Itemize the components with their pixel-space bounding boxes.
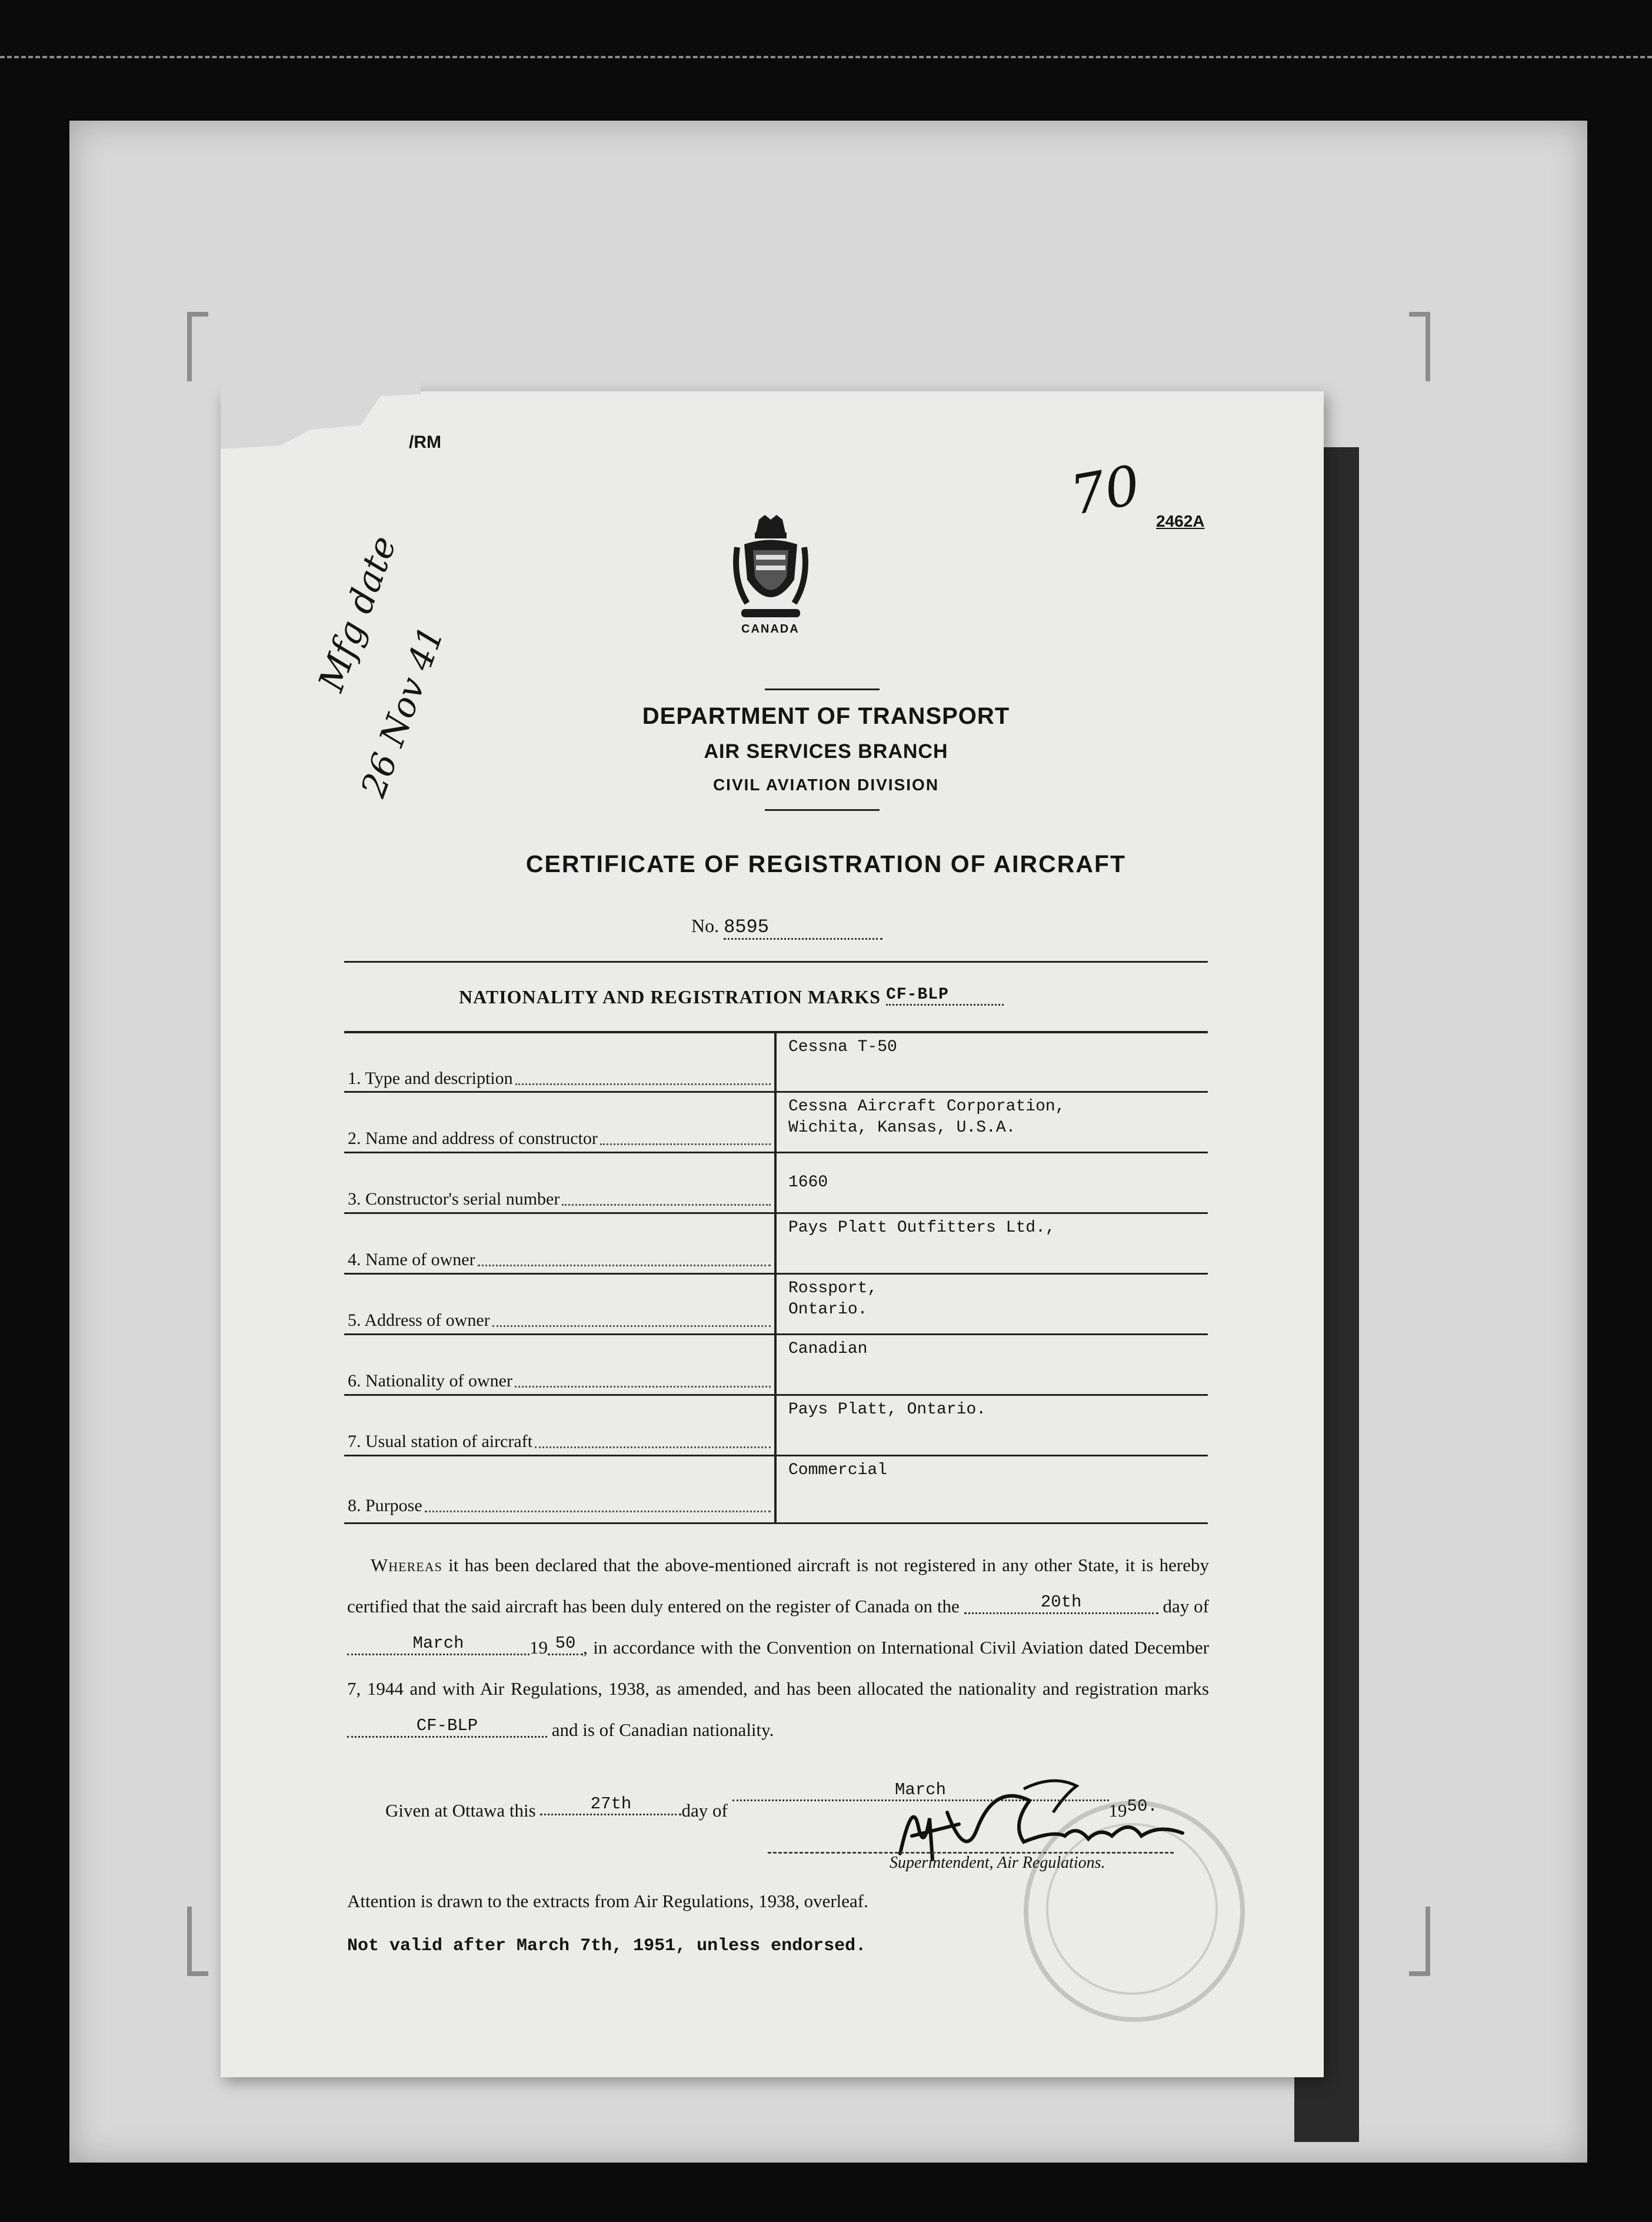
form-code: /RM <box>409 433 441 452</box>
field-value: 1660 <box>775 1153 1208 1213</box>
registration-year-prefix: 19 <box>529 1637 548 1658</box>
attention-note: Attention is drawn to the extracts from Air Regulations, 1938, overleaf. <box>347 1891 868 1911</box>
scan-border <box>0 56 1652 62</box>
field-value: Pays Platt Outfitters Ltd., <box>775 1213 1208 1274</box>
field-label: 6. Nationality of owner <box>348 1371 512 1391</box>
declaration-paragraph <box>347 1545 1209 1751</box>
table-row <box>344 1092 1208 1153</box>
crop-mark-top-right <box>1409 312 1430 381</box>
crop-mark-top-left <box>187 312 208 381</box>
registration-month: March <box>347 1634 529 1655</box>
field-label: 4. Name of owner <box>348 1250 475 1269</box>
division-title: CIVIL AVIATION DIVISION <box>712 776 940 794</box>
certificate-number-label: No. <box>691 915 720 936</box>
given-year: 50. <box>1127 1797 1158 1816</box>
header-rule-bottom <box>765 809 880 811</box>
nationality-marks-label: NATIONALITY AND REGISTRATION MARKS <box>459 986 881 1007</box>
table-row <box>344 1395 1208 1456</box>
field-label: 7. Usual station of aircraft <box>348 1432 533 1451</box>
table-row <box>344 1335 1208 1395</box>
field-label: 8. Purpose <box>348 1496 422 1515</box>
table-row <box>344 1213 1208 1274</box>
crop-mark-bottom-left <box>187 1907 208 1976</box>
nationality-marks-line <box>459 986 1004 1008</box>
field-label: 2. Name and address of constructor <box>348 1129 598 1148</box>
declaration-text-2: day of <box>1163 1596 1209 1616</box>
given-month: March <box>732 1780 1109 1801</box>
form-number: 2462A <box>1156 512 1205 530</box>
country-label: CANADA <box>741 623 800 636</box>
field-value: Cessna Aircraft Corporation, Wichita, Kansas, U.S.A. <box>775 1092 1208 1153</box>
field-value: Commercial <box>775 1456 1208 1524</box>
certificate-title: CERTIFICATE OF REGISTRATION OF AIRCRAFT <box>525 850 1127 877</box>
department-title: DEPARTMENT OF TRANSPORT <box>642 703 1010 729</box>
given-year-prefix: 19 <box>1108 1800 1127 1821</box>
field-value: Canadian <box>775 1335 1208 1395</box>
given-text-2: day of <box>681 1800 728 1821</box>
field-label: 5. Address of owner <box>348 1310 490 1330</box>
header-rule-top <box>765 688 880 690</box>
marks-rule-top <box>344 961 1208 963</box>
handwritten-note-line2: 26 Nov 41 <box>353 621 452 803</box>
crop-mark-bottom-right <box>1409 1907 1430 1976</box>
table-row <box>344 1456 1208 1524</box>
given-day: 27th <box>540 1794 681 1815</box>
table-row <box>344 1274 1208 1335</box>
table-row <box>344 1153 1208 1213</box>
whereas-word: Whereas <box>371 1555 442 1575</box>
signatory-title: Superintendent, Air Regulations. <box>890 1854 1105 1872</box>
declaration-text-4: and is of Canadian nationality. <box>551 1719 774 1740</box>
field-label: 1. Type and description <box>348 1069 513 1088</box>
registration-year: 50 <box>548 1634 583 1655</box>
allocated-marks: CF-BLP <box>347 1716 547 1738</box>
coat-of-arms-icon <box>732 515 809 621</box>
field-value: Cessna T-50 <box>775 1032 1208 1092</box>
certificate-number-line <box>691 915 882 940</box>
certificate-number-value: 8595 <box>724 916 882 940</box>
field-label: 3. Constructor's serial number <box>348 1189 560 1209</box>
registration-details-table <box>344 1031 1208 1524</box>
given-text-1: Given at Ottawa this <box>385 1800 536 1821</box>
declaration-text-3: , in accordance with the Convention on International Civil Aviation dated December 7, 1944 and with Air Regulations, 1938, as amended, and has been allocated the nationality and registration marks <box>347 1637 1209 1699</box>
table-row <box>344 1032 1208 1092</box>
handwritten-note-line1: Mfg date <box>311 530 405 697</box>
validity-note: Not valid after March 7th, 1951, unless endorsed. <box>347 1936 867 1956</box>
registration-day: 20th <box>964 1592 1158 1614</box>
handwritten-number: 70 <box>1065 453 1145 528</box>
field-value: Pays Platt, Ontario. <box>775 1395 1208 1456</box>
field-value: Rossport, Ontario. <box>775 1274 1208 1335</box>
declaration-text-1: it has been declared that the above-mentioned aircraft is not registered in any other State, it is hereby certified that the said aircraft has been duly entered on the register of Canada on the <box>347 1555 1209 1616</box>
branch-title: AIR SERVICES BRANCH <box>704 740 948 763</box>
nationality-marks-value: CF-BLP <box>886 986 1004 1006</box>
